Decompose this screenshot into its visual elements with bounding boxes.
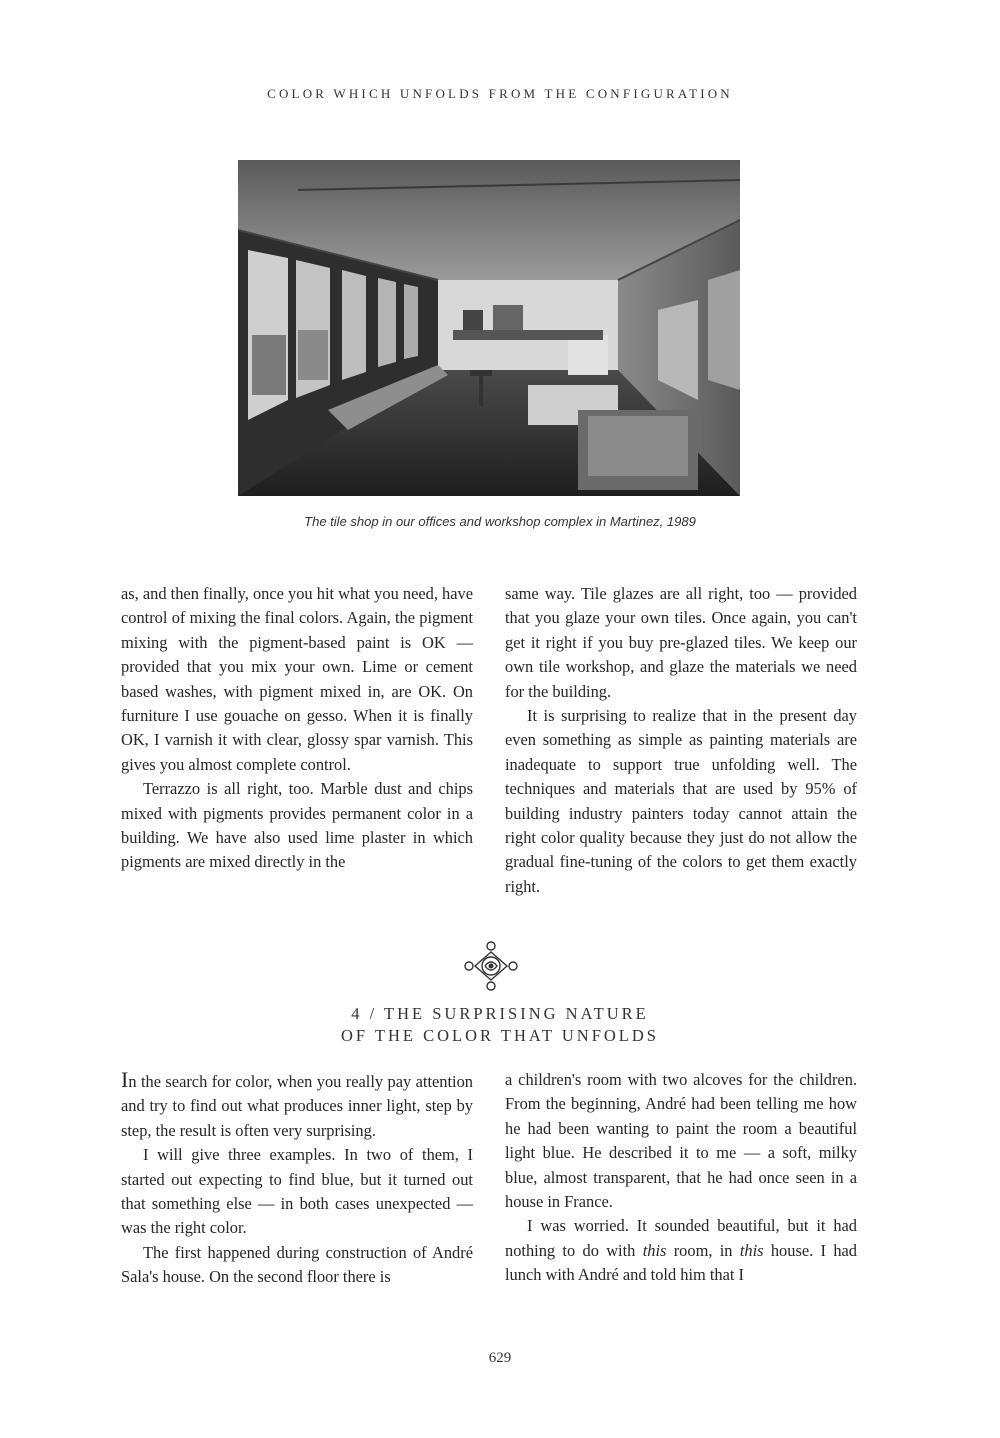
section-heading	[0, 1003, 1000, 1047]
paragraph: I will give three examples. In two of them, I started out expecting to find blue, but it turned out that something else — in both cases unexpected — was the right color.	[121, 1145, 473, 1238]
running-head: COLOR WHICH UNFOLDS FROM THE CONFIGURATION	[267, 86, 733, 101]
emphasis: this	[642, 1240, 667, 1260]
drop-cap: I	[121, 1067, 129, 1092]
paragraph	[121, 1068, 473, 1143]
column-4	[505, 1068, 857, 1288]
column-2	[505, 582, 857, 899]
section-heading-line-1: 4 / THE SURPRISING NATURE	[351, 1004, 649, 1023]
column-3	[121, 1068, 473, 1290]
paragraph: as, and then finally, once you hit what you need, have control of mixing the final colors. Again, the pigment mixing with the pigment-based paint is OK — provided that you mix your own. Lime or cement based washes, with pigment mixed in, are OK. On furniture I use gouache on gesso. When it is finally OK, I varnish it with clear, glossy spar varnish. This gives you almost complete control.	[121, 584, 473, 774]
page-number: 629	[488, 1350, 512, 1366]
tile-shop-photo	[238, 160, 740, 496]
emphasis: this	[739, 1240, 764, 1260]
paragraph: same way. Tile glazes are all right, too — provided that you glaze your own tiles. Once again, you can't get it right if you buy pre-glazed tiles. We keep our own tile workshop, and glaze the materials we need for the building.	[505, 584, 857, 701]
paragraph-text: room, in	[666, 1240, 740, 1260]
column-1	[121, 582, 473, 875]
figure-caption: The tile shop in our offices and workshop complex in Martinez, 1989	[304, 514, 696, 529]
paragraph	[505, 1214, 857, 1287]
paragraph: It is surprising to realize that in the present day even something as simple as painting materials are inadequate to support true unfolding well. The techniques and materials that are used by 95% of building industry painters today cannot attain the right color quality because they just do not allow the gradual fine-tuning of the colors to get them exactly right.	[505, 706, 857, 896]
paragraph-text: n the search for color, when you really pay attention and try to find out what produces inner light, step by step, the result is often very surprising.	[121, 1072, 473, 1140]
paragraph: a children's room with two alcoves for the children. From the beginning, André had been telling me how he had been wanting to paint the room a beautiful light blue. He described it to me — a soft, milky blue, almost transparent, that he had once seen in a house in France.	[505, 1070, 857, 1212]
paragraph: The first happened during construction of André Sala's house. On the second floor there is	[121, 1242, 473, 1287]
ornament-icon	[463, 940, 519, 992]
paragraph-text: I was worried. It sounded beautiful, but it had nothing to do with	[505, 1216, 857, 1260]
paragraph-text: house. I had lunch with André and told him that I	[505, 1240, 857, 1285]
paragraph: Terrazzo is all right, too. Marble dust and chips mixed with pigments provides permanent color in a building. We have also used lime plaster in which pigments are mixed directly in the	[121, 779, 473, 872]
section-heading-line-2: OF THE COLOR THAT UNFOLDS	[341, 1026, 659, 1045]
